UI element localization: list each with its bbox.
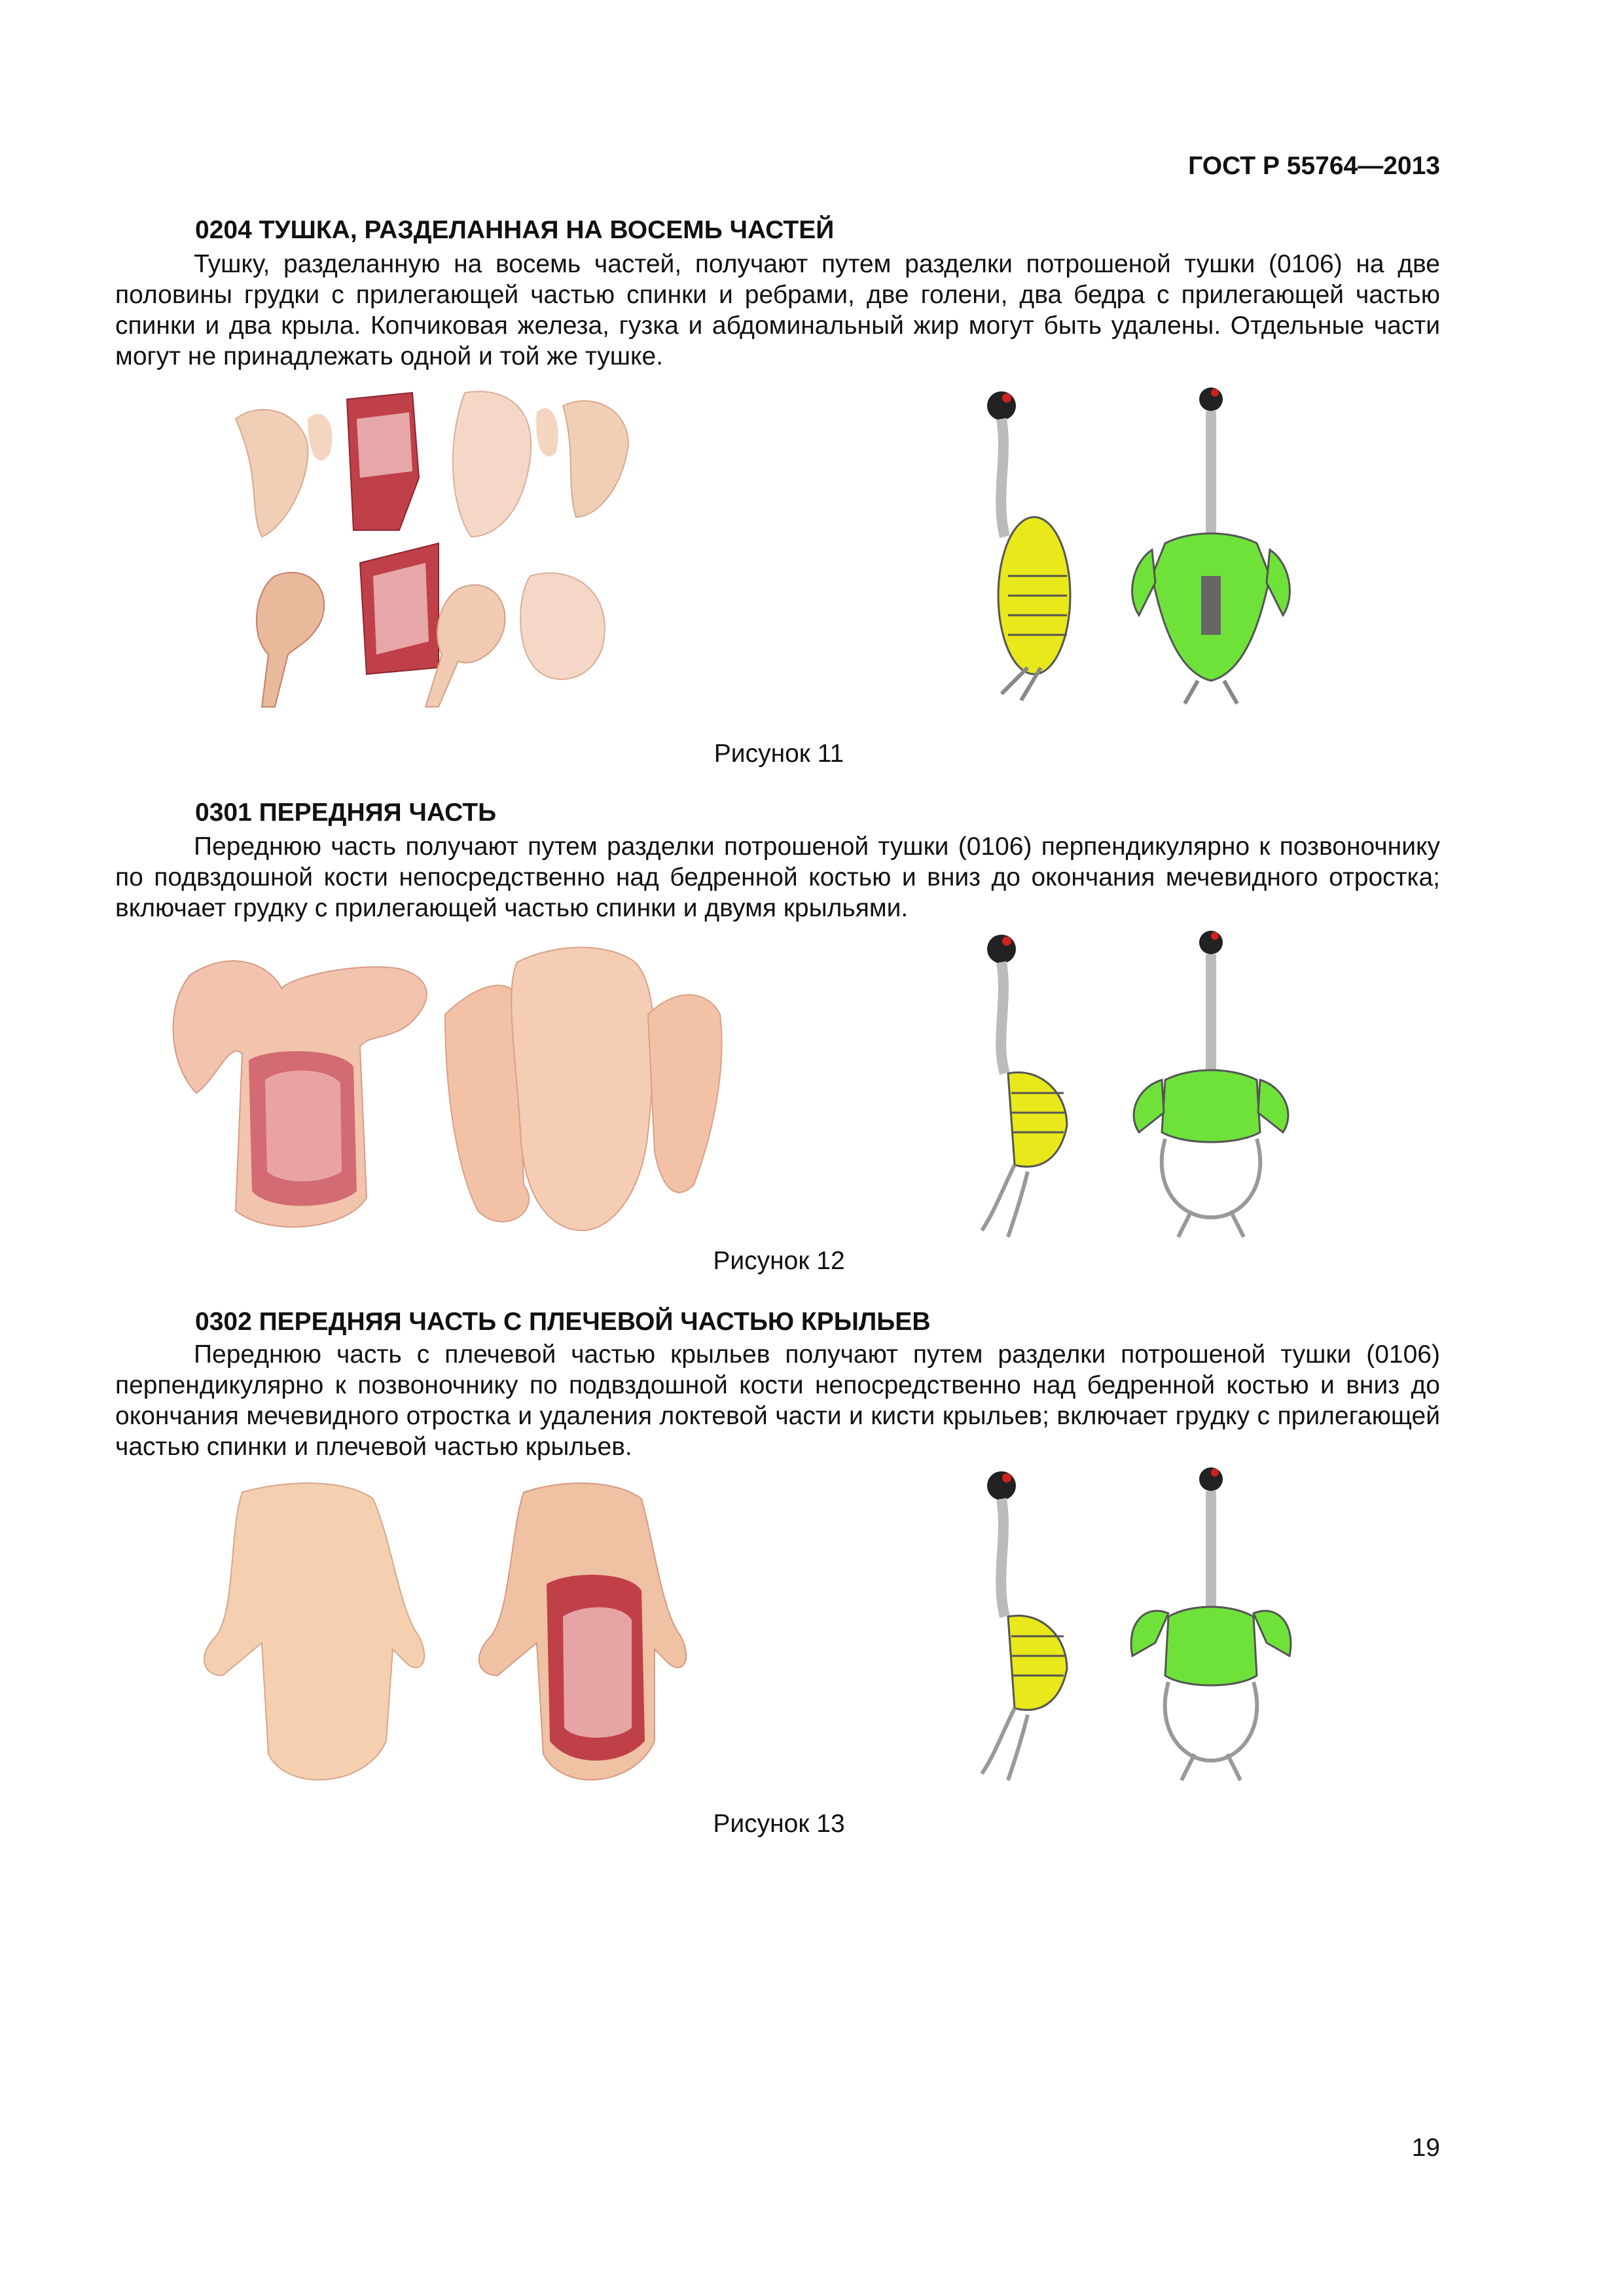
skeleton-diagram-front-part	[929, 923, 1348, 1244]
section-text-0302: Переднюю часть с плечевой частью крыльев получают путем разделки потрошеной тушки (0106) перпендикулярно к позвоночнику по подвздошной кости непосредственно над бедренной костью и вниз до окончания мечевидного отростка и удаления локтевой части и кисти крыльев; включает грудку с прилегающей частью спинки и плечевой частью крыльев.	[115, 1340, 1440, 1461]
document-id-header: ГОСТ Р 55764—2013	[1188, 152, 1440, 180]
page-number: 19	[1411, 2134, 1440, 2162]
section-title-0204: 0204 ТУШКА, РАЗДЕЛАННАЯ НА ВОСЕМЬ ЧАСТЕЙ	[195, 216, 835, 244]
photo-carcass-eight-parts	[223, 380, 681, 720]
figure-caption-12: Рисунок 12	[713, 1247, 845, 1275]
skeleton-diagram-front-part-shoulder-wings	[929, 1460, 1348, 1787]
figure-caption-13: Рисунок 13	[713, 1810, 845, 1838]
section-text-0301: Переднюю часть получают путем разделки потрошеной тушки (0106) перпендикулярно к позвоночнику по подвздошной кости непосредственно над бедренной костью и вниз до окончания мечевидного отростка; включает грудку с прилегающей частью спинки и двумя крыльями.	[115, 833, 1440, 922]
photo-front-part-shoulder-wings	[157, 1466, 746, 1800]
section-title-0302: 0302 ПЕРЕДНЯЯ ЧАСТЬ С ПЛЕЧЕВОЙ ЧАСТЬЮ КРЫЛЬЕВ	[195, 1308, 931, 1336]
photo-front-part	[151, 936, 753, 1244]
section-title-0301: 0301 ПЕРЕДНЯЯ ЧАСТЬ	[195, 798, 497, 827]
skeleton-diagram-eight-parts	[929, 380, 1348, 707]
figure-caption-11: Рисунок 11	[713, 740, 844, 768]
section-text-0204: Тушку, разделанную на восемь частей, получают путем разделки потрошеной тушки (0106) на две половины грудки с прилегающей частью спинки и ребрами, две голени, два бедра с прилегающей частью спинки и два крыла. Копчиковая железа, гузка и абдоминальный жир могут быть удалены. Отдельные части могут не принадлежать одной и той же тушке.	[115, 250, 1440, 370]
